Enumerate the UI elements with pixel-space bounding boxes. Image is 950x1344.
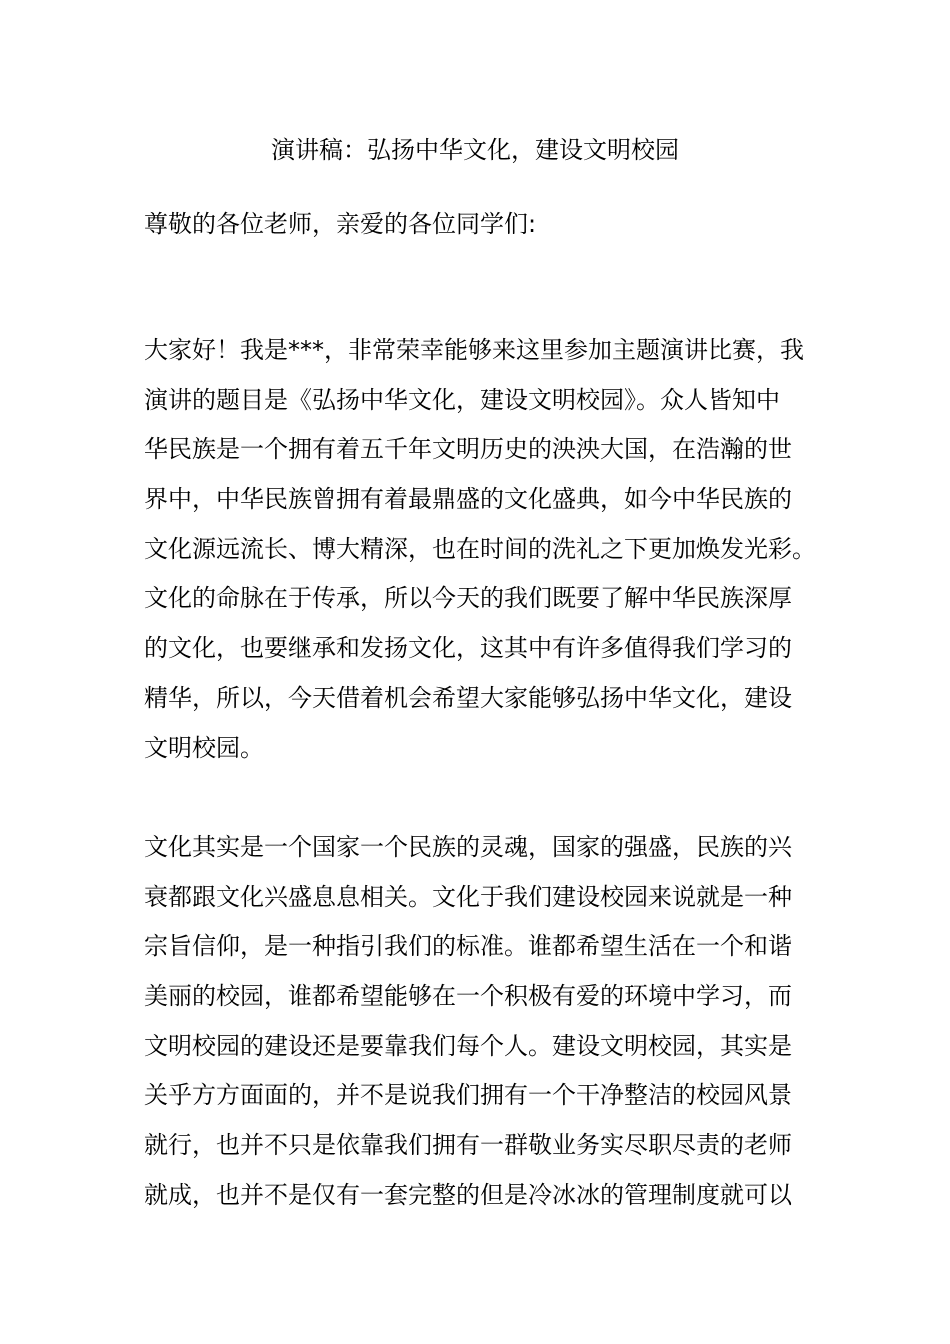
text-line: 文明校园的建设还是要靠我们每个人。建设文明校园，其实是 bbox=[144, 1031, 792, 1060]
salutation: 尊敬的各位老师，亲爱的各位同学们: bbox=[144, 210, 537, 238]
text-line: 演讲的题目是《弘扬中华文化，建设文明校园》。众人皆知中 bbox=[144, 385, 780, 414]
document-title: 演讲稿：弘扬中华文化，建设文明校园 bbox=[271, 136, 679, 164]
text-line: 关乎方方面面的，并不是说我们拥有一个干净整洁的校园风景 bbox=[144, 1081, 792, 1110]
text-line: 就行，也并不只是依靠我们拥有一群敬业务实尽职尽责的老师 bbox=[144, 1131, 792, 1160]
paragraph-2 bbox=[144, 823, 844, 1221]
paragraph-1 bbox=[144, 326, 844, 773]
text-line: 精华，所以，今天借着机会希望大家能够弘扬中华文化，建设 bbox=[144, 683, 792, 712]
text-line: 华民族是一个拥有着五千年文明历史的泱泱大国，在浩瀚的世 bbox=[144, 435, 792, 464]
text-line: 大家好！我是***，非常荣幸能够来这里参加主题演讲比赛，我 bbox=[144, 336, 804, 364]
text-line: 美丽的校园，谁都希望能够在一个积极有爱的环境中学习，而 bbox=[144, 982, 792, 1011]
text-line: 就成，也并不是仅有一套完整的但是冷冰冰的管理制度就可以 bbox=[144, 1180, 792, 1209]
text-line: 的文化，也要继承和发扬文化，这其中有许多值得我们学习的 bbox=[144, 634, 792, 663]
text-line: 文化的命脉在于传承，所以今天的我们既要了解中华民族深厚 bbox=[144, 584, 792, 613]
text-line: 文化源远流长、博大精深，也在时间的洗礼之下更加焕发光彩。 bbox=[144, 534, 816, 563]
text-line: 文明校园。 bbox=[144, 733, 264, 762]
text-line: 界中，中华民族曾拥有着最鼎盛的文化盛典，如今中华民族的 bbox=[144, 485, 792, 514]
text-line: 宗旨信仰，是一种指引我们的标准。谁都希望生活在一个和谐 bbox=[144, 932, 792, 961]
text-line: 文化其实是一个国家一个民族的灵魂，国家的强盛，民族的兴 bbox=[144, 833, 792, 861]
text-line: 衰都跟文化兴盛息息相关。文化于我们建设校园来说就是一种 bbox=[144, 882, 792, 911]
